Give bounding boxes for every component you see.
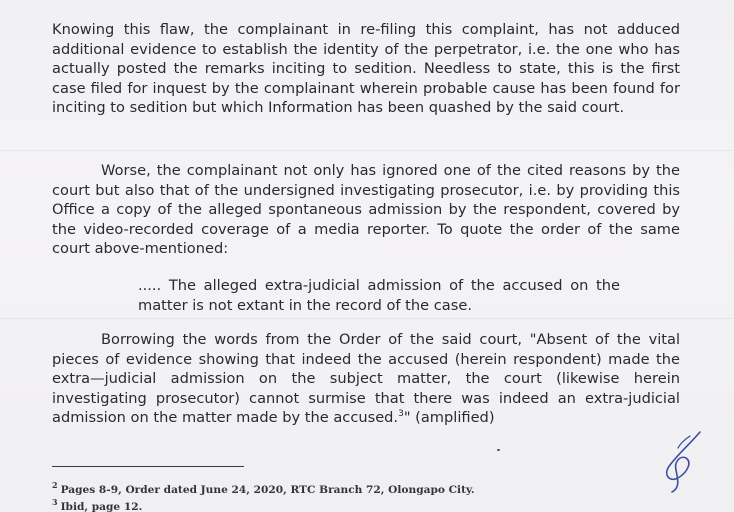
footnote-3 [52, 497, 143, 512]
footnote-2 [52, 480, 475, 497]
footnote-3-text: Ibid, page 12. [60, 501, 143, 512]
footnote-3-number: 3 [52, 497, 58, 508]
footnote-reference-3[interactable]: 3 [398, 409, 404, 420]
ink-speck [497, 449, 500, 451]
footnote-divider [52, 466, 244, 467]
paragraph-borrowing [52, 330, 680, 428]
paragraph-borrowing-tail: " (amplified) [403, 409, 495, 427]
paper-fold-line [0, 150, 734, 151]
paragraph-worse: Worse, the complainant not only has ignored one of the cited reasons by the court but also that of the undersigned investigating prosecutor, i.e. by providing this Office a copy of the alleged spontaneous admission by the respondent, covered by the video-recorded coverage of a media reporter. To quote the order of the same court above-mentioned: [52, 162, 680, 258]
signature-initial-icon [660, 428, 708, 494]
footnote-2-text: Pages 8-9, Order dated June 24, 2020, RTC Branch 72, Olongapo City. [60, 484, 475, 496]
paper-fold-line [0, 318, 734, 319]
footnote-2-number: 2 [52, 480, 58, 491]
paragraph-flaw: Knowing this flaw, the complainant in re-filing this complaint, has not adduced additional evidence to establish the identity of the perpetrator, i.e. the one who has actually posted the remarks inciting to sedition. Needless to state, this is the first case filed for inquest by the complainant wherein probable cause has been found for inciting to sedition but which Information has been quashed by the said court. [52, 21, 680, 117]
paragraph-borrowing-text: Borrowing the words from the Order of the said court, "Absent of the vital pieces of evidence showing that indeed the accused (herein respondent) made the extra—judicial admission on the subject matter, the court (likewise herein investigating prosecutor) cannot surmise that there was indeed an extra-judicial admission on the matter made by the accused. [52, 331, 680, 427]
block-quote-court-order: ..... The alleged extra-judicial admission of the accused on the matter is not extant in the record of the case. [138, 277, 620, 314]
